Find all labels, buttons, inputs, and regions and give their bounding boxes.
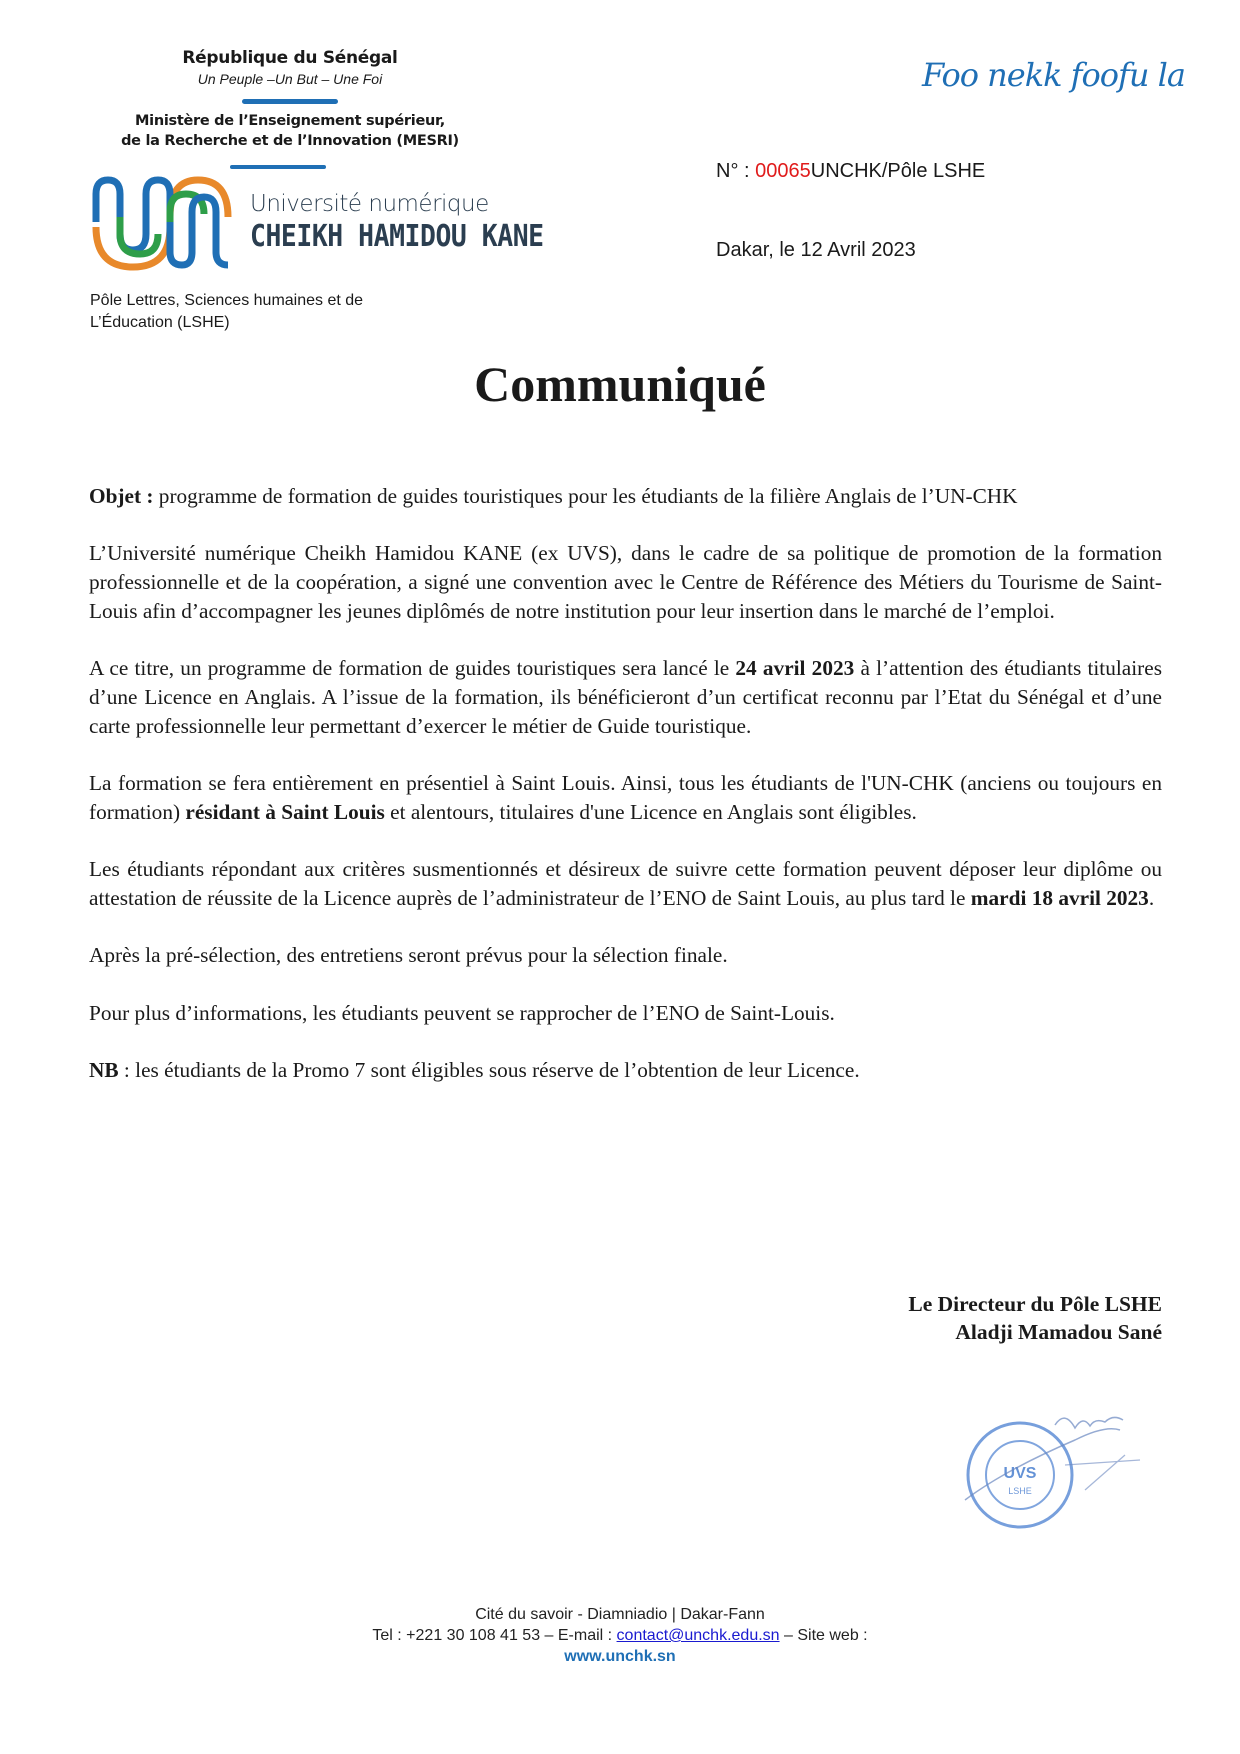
pole-name xyxy=(90,290,363,334)
footer xyxy=(0,1604,1240,1667)
republic-motto: Un Peuple –Un But – Une Foi xyxy=(197,71,383,87)
pole-line-1: Pôle Lettres, Sciences humaines et de xyxy=(90,292,364,309)
page-title: Communiqué xyxy=(474,356,766,412)
stamp-sub-text: LSHE xyxy=(1008,1486,1032,1496)
ref-number: 00065 xyxy=(755,160,811,182)
nb-paragraph xyxy=(89,1056,1162,1085)
paragraph-5: Après la pré-sélection, des entretiens seront prévus pour la sélection finale. xyxy=(89,943,728,968)
text: et alentours, titulaires d'une Licence en Anglais sont éligibles. xyxy=(384,799,917,824)
text: La formation se fera entièrement en présentiel à Saint Louis. Ainsi, tous les étudiants de l'UN-CHK (anciens ou toujours en formation) xyxy=(89,770,1162,824)
deadline-date: mardi 18 avril 2023 xyxy=(970,885,1149,910)
divider xyxy=(230,165,326,169)
stamp-center-text: UVS xyxy=(1003,1465,1037,1482)
start-date: 24 avril 2023 xyxy=(735,656,855,681)
paragraph-2 xyxy=(89,654,1162,740)
footer-address: Cité du savoir - Diamniadio | Dakar-Fann xyxy=(475,1606,765,1623)
object-text: programme de formation de guides touristiques pour les étudiants de la filière Anglais de l’UN-CHK xyxy=(153,484,1018,508)
paragraph-6: Pour plus d’informations, les étudiants peuvent se rapprocher de l’ENO de Saint-Louis. xyxy=(89,1000,835,1025)
nb-label: NB xyxy=(89,1057,119,1082)
website-link[interactable]: www.unchk.sn xyxy=(564,1648,676,1665)
pole-line-2: L’Éducation (LSHE) xyxy=(90,314,230,331)
ministry-line-1: Ministère de l’Enseignement supérieur, xyxy=(135,113,445,129)
object-paragraph xyxy=(89,482,1162,511)
reference-number xyxy=(716,160,985,183)
ministry-line-2: de la Recherche et de l’Innovation (MESRI) xyxy=(121,133,459,149)
paragraph-3 xyxy=(89,769,1162,826)
paragraph-1: L’Université numérique Cheikh Hamidou KANE (ex UVS), dans le cadre de sa politique de promotion de la formation professionnelle et de la coopération, a signé une convention avec le Centre de Référence des Métiers du Tourisme de Saint-Louis afin d’accompagner les jeunes diplômés de notre institution pour leur insertion dans le marché de l’emploi. xyxy=(89,541,1162,623)
republic-title: République du Sénégal xyxy=(182,48,398,68)
document-date: Dakar, le 12 Avril 2023 xyxy=(716,239,916,261)
text: Les étudiants répondant aux critères susmentionnés et désireux de suivre cette formation peuvent déposer leur diplôme ou attestation de réussite de la Licence auprès de l’administrateur de l’ENO de Saint Louis, au plus tard le xyxy=(89,857,1162,910)
text: . xyxy=(1148,885,1155,910)
paragraph-4 xyxy=(89,855,1162,912)
script-motto: Foo nekk foofu la xyxy=(922,56,1185,94)
university-name-line-2: CHEIKH HAMIDOU KANE xyxy=(250,219,544,254)
email-link[interactable]: contact@unchk.edu.sn xyxy=(616,1627,780,1644)
footer-site-label: – Site web : xyxy=(779,1627,868,1644)
unchk-logo-icon xyxy=(88,172,236,272)
nb-text: : les étudiants de la Promo 7 sont éligibles sous réserve de l’obtention de leur Licence. xyxy=(118,1057,860,1082)
university-name-line-1: Université numérique xyxy=(250,191,489,217)
logo-n-blue xyxy=(170,197,228,265)
official-stamp-icon xyxy=(945,1400,1145,1540)
letterhead-republic xyxy=(90,48,490,151)
text: à l’attention des étudiants titulaires d’une Licence en Anglais. A l’issue de la formation, ils bénéficieront d’un certificat reconnu par l’Etat du Sénégal et d’une carte professionnelle leur permettant d’exercer le métier de Guide touristique. xyxy=(89,656,1162,738)
object-label: Objet : xyxy=(89,484,154,508)
signature-flourish xyxy=(1055,1417,1123,1428)
text: A ce titre, un programme de formation de guides touristiques sera lancé le xyxy=(89,656,736,681)
signatory-name: Aladji Mamadou Sané xyxy=(955,1320,1162,1344)
residence-requirement: résidant à Saint Louis xyxy=(185,799,385,824)
ref-prefix: N° : xyxy=(716,160,756,182)
footer-tel: Tel : +221 30 108 41 53 – E-mail : xyxy=(372,1627,617,1644)
signature-lines xyxy=(1065,1455,1140,1490)
signatory-role: Le Directeur du Pôle LSHE xyxy=(908,1292,1162,1316)
divider xyxy=(242,99,338,104)
ref-suffix: UNCHK/Pôle LSHE xyxy=(810,160,986,182)
footer-contact xyxy=(0,1625,1240,1646)
signature-block xyxy=(908,1290,1162,1346)
document-body xyxy=(89,482,1162,1113)
